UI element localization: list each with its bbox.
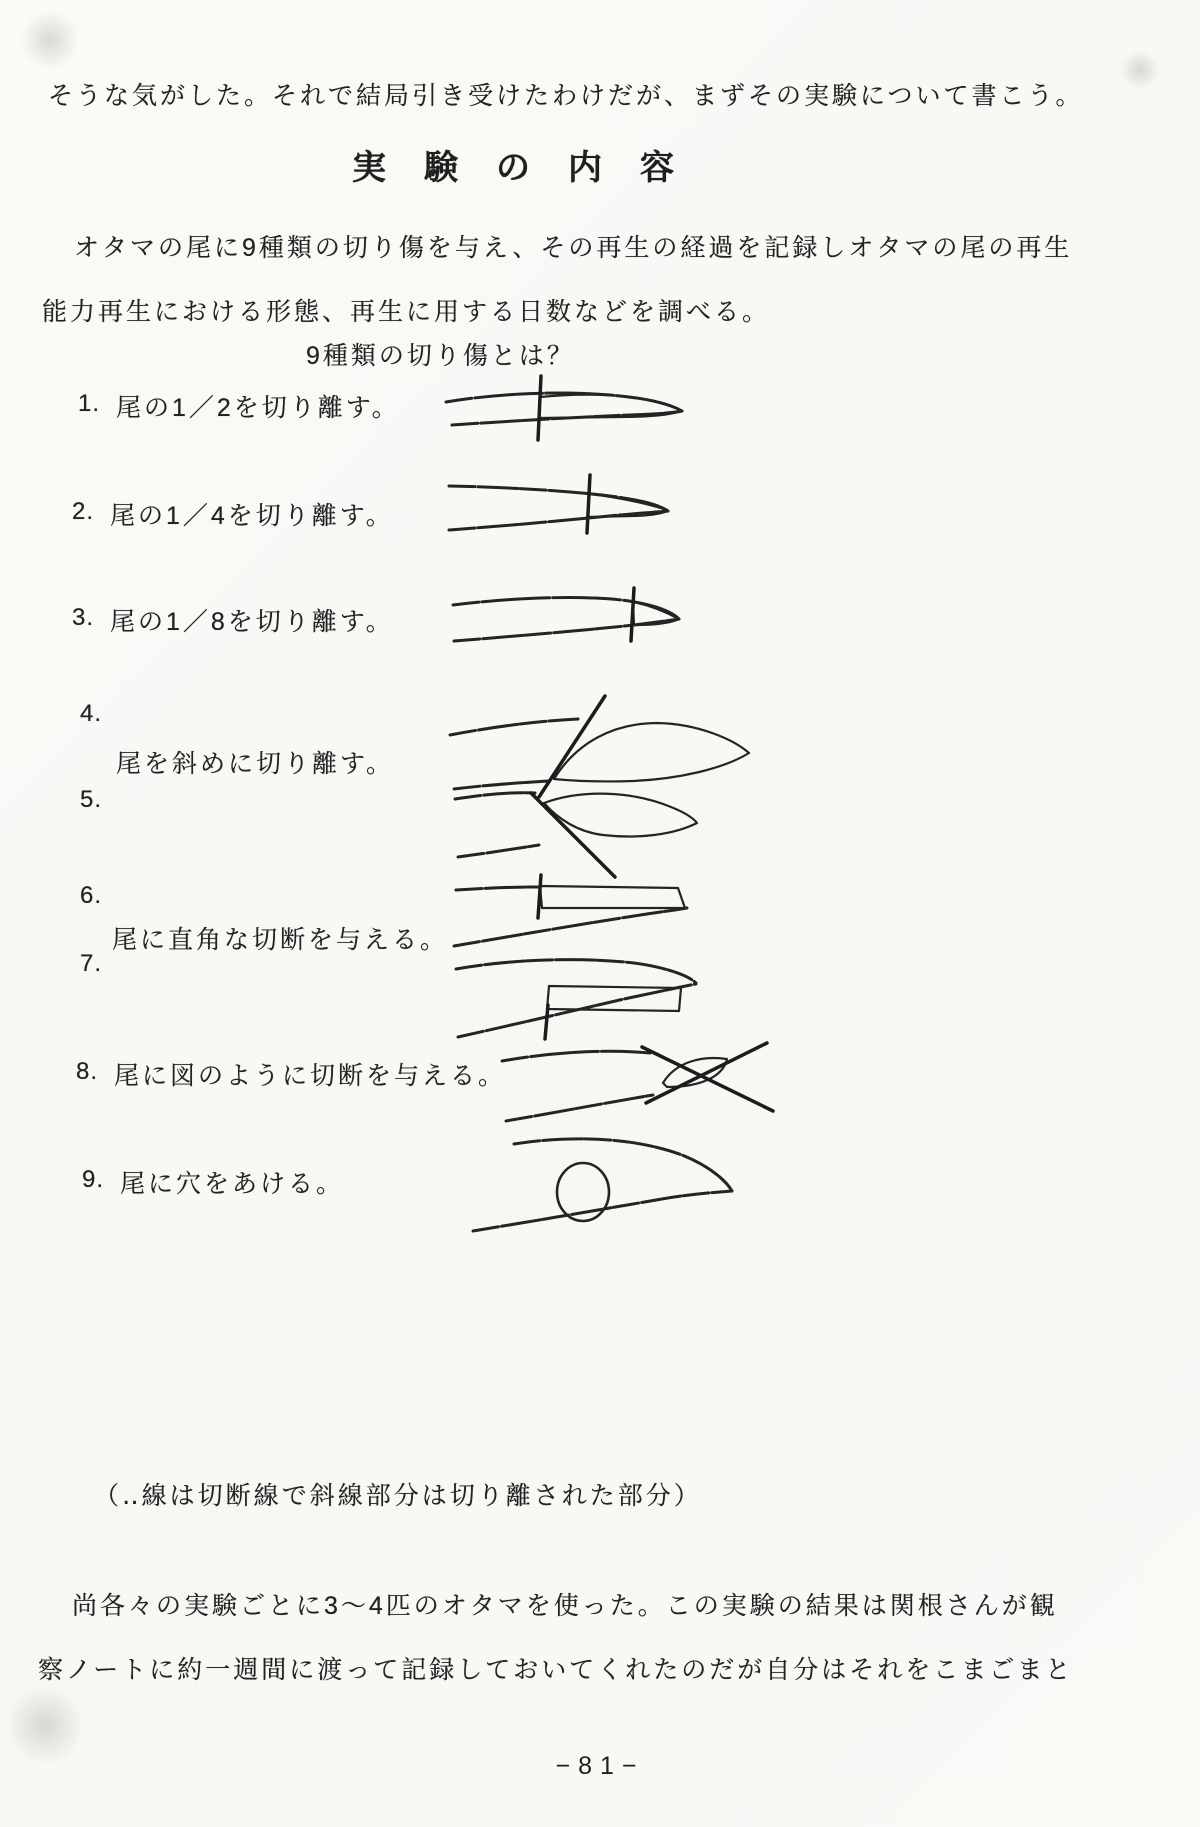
item-9-label: 尾に穴をあける。: [120, 1170, 345, 1198]
page-number: −81−: [555, 1752, 645, 1780]
section-heading: 実験の内容: [352, 149, 712, 187]
paragraph-line-1: オタマの尾に9種類の切り傷を与え、その再生の経過を記録しオタマの尾の再生: [74, 234, 1073, 262]
paragraph-line-2: 能力再生における形態、再生に用する日数などを調べる。: [42, 298, 771, 326]
footer-line-2: 察ノートに約一週間に渡って記録しておいてくれたのだが自分はそれをこまごまと: [38, 1656, 1074, 1684]
item-6-7-label: 尾に直角な切断を与える。: [112, 926, 449, 954]
item-3-number: 3.: [72, 604, 95, 631]
subtitle-nine-cuts: 9種類の切り傷とは？: [306, 342, 575, 370]
diagram-cut-eighth-icon: [448, 574, 688, 659]
item-9-number: 9.: [82, 1166, 105, 1193]
item-1-number: 1.: [78, 390, 101, 417]
item-8-number: 8.: [76, 1058, 99, 1085]
item-4-5-label: 尾を斜めに切り離す。: [116, 750, 395, 778]
item-2-label: 尾の1／4を切り離す。: [110, 502, 394, 530]
intro-line: そうな気がした。それで結局引き受けたわけだが、まずその実験について書こう。: [48, 82, 1084, 110]
item-8-label: 尾に図のように切断を与える。: [114, 1062, 507, 1090]
item-4-number: 4.: [80, 700, 103, 727]
legend-note: （‥線は切断線で斜線部分は切り離された部分）: [94, 1482, 702, 1510]
diagram-hole-icon: [464, 1128, 744, 1238]
footer-line-1: 尚各々の実験ごとに3〜4匹のオタマを使った。この実験の結果は関根さんが観: [72, 1592, 1058, 1620]
diagram-right-angle-front-icon: [442, 946, 707, 1041]
item-2-number: 2.: [72, 498, 95, 525]
item-6-number: 6.: [80, 882, 103, 909]
scan-smudge: [1120, 50, 1160, 90]
diagram-cut-half-icon: [440, 366, 710, 448]
scan-smudge: [20, 10, 80, 70]
item-1-label: 尾の1／2を切り離す。: [116, 394, 400, 422]
item-7-number: 7.: [80, 950, 103, 977]
diagram-oblique-cut-down-icon: [442, 776, 707, 881]
diagram-cross-cut-icon: [494, 1036, 784, 1126]
item-3-label: 尾の1／8を切り離す。: [110, 608, 394, 636]
item-5-number: 5.: [80, 786, 103, 813]
diagram-cut-quarter-icon: [444, 462, 679, 547]
diagram-right-angle-top-icon: [442, 869, 697, 954]
